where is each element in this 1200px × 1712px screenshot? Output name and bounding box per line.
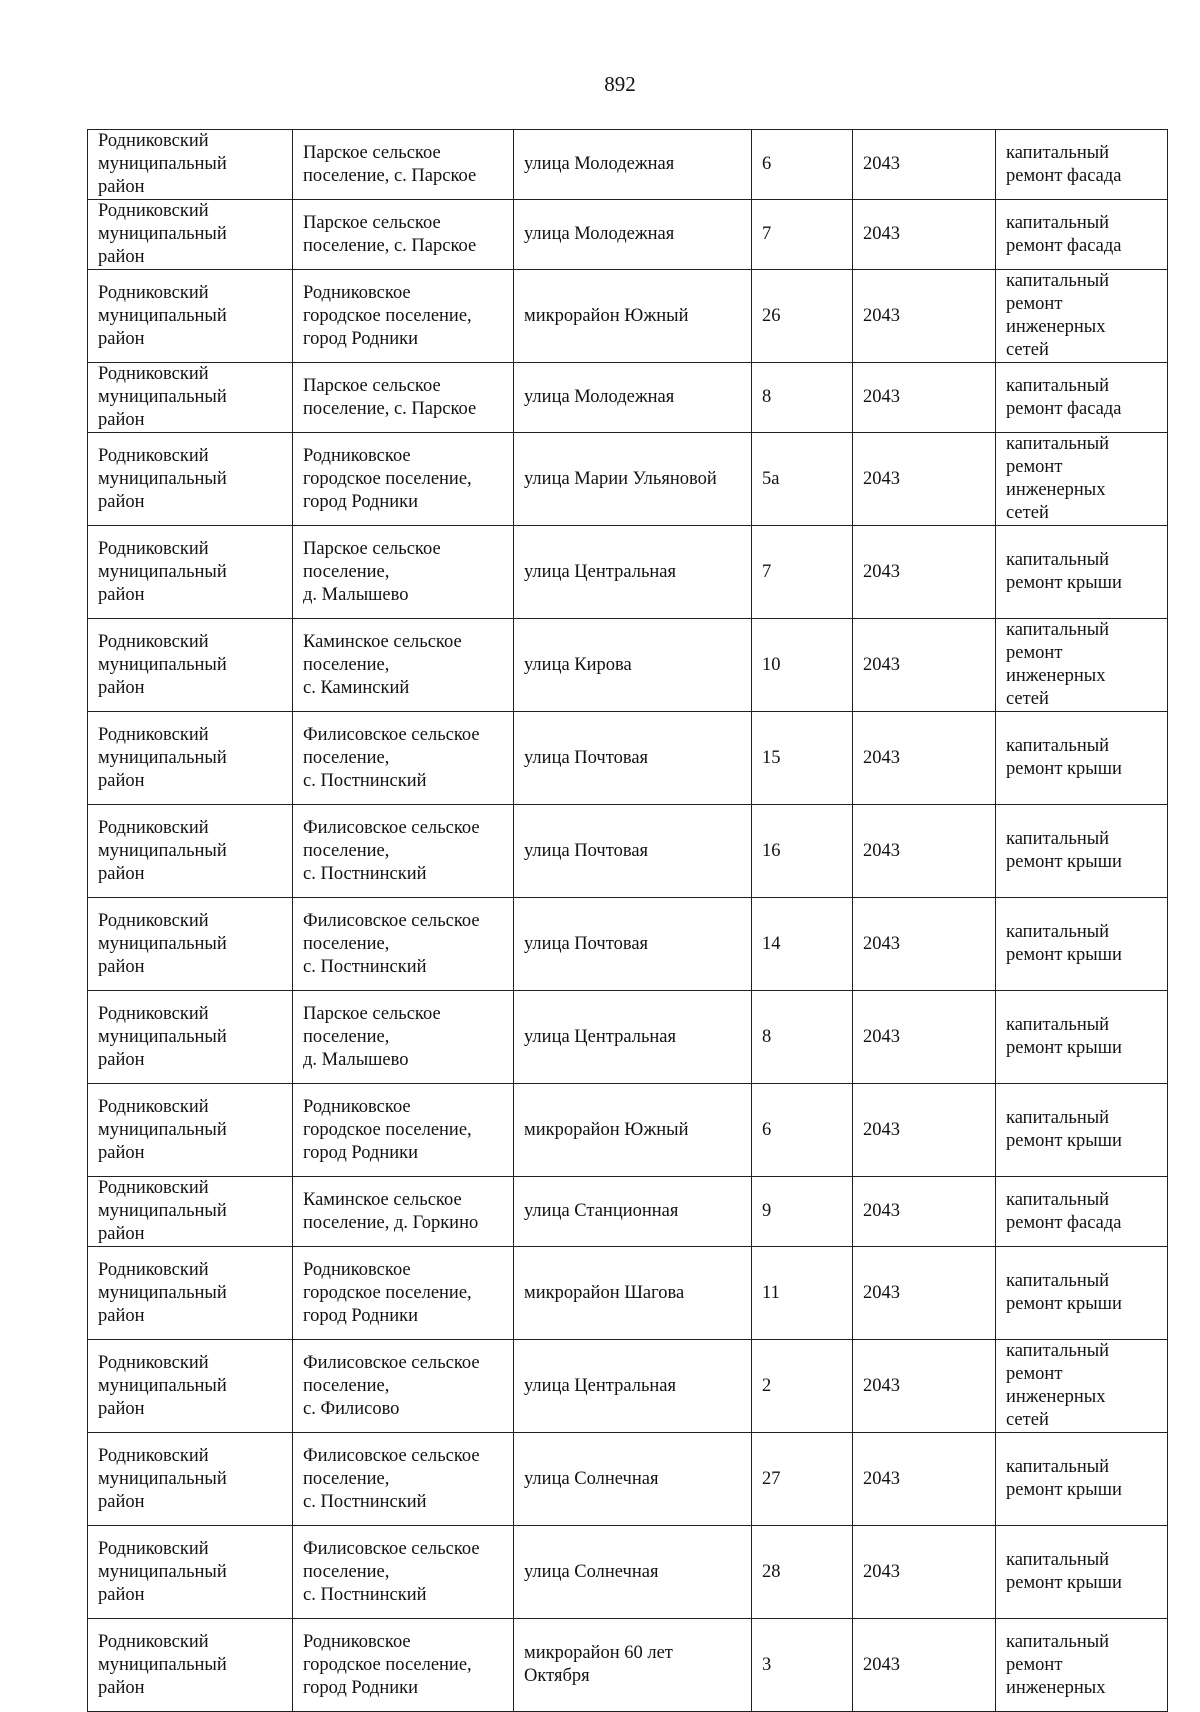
settlement-cell: Каминское сельское поселение, д. Горкино: [293, 1177, 514, 1247]
year-cell: 2043: [853, 712, 996, 805]
district-cell: Родниковский муниципальный район: [88, 1247, 293, 1340]
table-row: [88, 526, 1168, 619]
year-cell: 2043: [853, 991, 996, 1084]
district-cell: Родниковский муниципальный район: [88, 130, 293, 200]
year-cell: 2043: [853, 898, 996, 991]
house-number-cell: 15: [752, 712, 853, 805]
district-cell: Родниковский муниципальный район: [88, 991, 293, 1084]
work-type-cell: капитальный ремонт фасада: [996, 130, 1168, 200]
house-number-cell: 7: [752, 200, 853, 270]
house-number-cell: 5а: [752, 433, 853, 526]
street-cell: улица Станционная: [514, 1177, 752, 1247]
house-number-cell: 3: [752, 1619, 853, 1712]
table-row: [88, 363, 1168, 433]
house-number-cell: 28: [752, 1526, 853, 1619]
settlement-cell: Парское сельское поселение, д. Малышево: [293, 991, 514, 1084]
table-row: [88, 1084, 1168, 1177]
house-number-cell: 16: [752, 805, 853, 898]
street-cell: улица Солнечная: [514, 1433, 752, 1526]
repair-schedule-table: [87, 129, 1168, 1712]
table-row: [88, 1526, 1168, 1619]
year-cell: 2043: [853, 1084, 996, 1177]
work-type-cell: капитальный ремонт крыши: [996, 898, 1168, 991]
settlement-cell: Парское сельское поселение, с. Парское: [293, 200, 514, 270]
table-row: [88, 619, 1168, 712]
house-number-cell: 2: [752, 1340, 853, 1433]
work-type-cell: капитальный ремонт крыши: [996, 712, 1168, 805]
work-type-cell: капитальный ремонт крыши: [996, 1526, 1168, 1619]
house-number-cell: 9: [752, 1177, 853, 1247]
settlement-cell: Парское сельское поселение, с. Парское: [293, 130, 514, 200]
year-cell: 2043: [853, 270, 996, 363]
district-cell: Родниковский муниципальный район: [88, 363, 293, 433]
page-number: 892: [604, 72, 636, 96]
work-type-cell: капитальный ремонт инженерных сетей: [996, 619, 1168, 712]
street-cell: улица Молодежная: [514, 363, 752, 433]
house-number-cell: 27: [752, 1433, 853, 1526]
table-row: [88, 898, 1168, 991]
work-type-cell: капитальный ремонт крыши: [996, 526, 1168, 619]
work-type-cell: капитальный ремонт крыши: [996, 991, 1168, 1084]
street-cell: улица Молодежная: [514, 130, 752, 200]
year-cell: 2043: [853, 1526, 996, 1619]
district-cell: Родниковский муниципальный район: [88, 1526, 293, 1619]
district-cell: Родниковский муниципальный район: [88, 805, 293, 898]
street-cell: улица Кирова: [514, 619, 752, 712]
table-row: [88, 991, 1168, 1084]
street-cell: микрорайон Шагова: [514, 1247, 752, 1340]
work-type-cell: капитальный ремонт фасада: [996, 1177, 1168, 1247]
street-cell: улица Центральная: [514, 526, 752, 619]
year-cell: 2043: [853, 1340, 996, 1433]
street-cell: микрорайон 60 лет Октября: [514, 1619, 752, 1712]
house-number-cell: 8: [752, 363, 853, 433]
street-cell: улица Центральная: [514, 1340, 752, 1433]
work-type-cell: капитальный ремонт инженерных сетей: [996, 270, 1168, 363]
house-number-cell: 6: [752, 1084, 853, 1177]
street-cell: улица Молодежная: [514, 200, 752, 270]
district-cell: Родниковский муниципальный район: [88, 1177, 293, 1247]
settlement-cell: Родниковское городское поселение, город Родники: [293, 433, 514, 526]
settlement-cell: Родниковское городское поселение, город Родники: [293, 1247, 514, 1340]
district-cell: Родниковский муниципальный район: [88, 1619, 293, 1712]
house-number-cell: 26: [752, 270, 853, 363]
year-cell: 2043: [853, 1619, 996, 1712]
settlement-cell: Филисовское сельское поселение, с. Постнинский: [293, 898, 514, 991]
table-row: [88, 805, 1168, 898]
street-cell: улица Почтовая: [514, 898, 752, 991]
house-number-cell: 11: [752, 1247, 853, 1340]
table-row: [88, 433, 1168, 526]
district-cell: Родниковский муниципальный район: [88, 526, 293, 619]
year-cell: 2043: [853, 200, 996, 270]
district-cell: Родниковский муниципальный район: [88, 712, 293, 805]
table-row: [88, 130, 1168, 200]
year-cell: 2043: [853, 805, 996, 898]
year-cell: 2043: [853, 619, 996, 712]
settlement-cell: Парское сельское поселение, д. Малышево: [293, 526, 514, 619]
street-cell: улица Солнечная: [514, 1526, 752, 1619]
year-cell: 2043: [853, 1177, 996, 1247]
district-cell: Родниковский муниципальный район: [88, 200, 293, 270]
house-number-cell: 10: [752, 619, 853, 712]
work-type-cell: капитальный ремонт инженерных сетей: [996, 433, 1168, 526]
street-cell: улица Почтовая: [514, 805, 752, 898]
district-cell: Родниковский муниципальный район: [88, 433, 293, 526]
work-type-cell: капитальный ремонт крыши: [996, 1247, 1168, 1340]
district-cell: Родниковский муниципальный район: [88, 1084, 293, 1177]
settlement-cell: Каминское сельское поселение, с. Каминский: [293, 619, 514, 712]
table-body: [88, 130, 1168, 1712]
table-row: [88, 1177, 1168, 1247]
table-row: [88, 712, 1168, 805]
street-cell: микрорайон Южный: [514, 1084, 752, 1177]
street-cell: улица Центральная: [514, 991, 752, 1084]
settlement-cell: Филисовское сельское поселение, с. Постнинский: [293, 1433, 514, 1526]
year-cell: 2043: [853, 130, 996, 200]
table-row: [88, 1433, 1168, 1526]
work-type-cell: капитальный ремонт крыши: [996, 1433, 1168, 1526]
house-number-cell: 6: [752, 130, 853, 200]
work-type-cell: капитальный ремонт фасада: [996, 363, 1168, 433]
work-type-cell: капитальный ремонт крыши: [996, 805, 1168, 898]
settlement-cell: Филисовское сельское поселение, с. Постнинский: [293, 712, 514, 805]
table-row: [88, 1247, 1168, 1340]
year-cell: 2043: [853, 1247, 996, 1340]
settlement-cell: Родниковское городское поселение, город Родники: [293, 1619, 514, 1712]
settlement-cell: Филисовское сельское поселение, с. Постнинский: [293, 805, 514, 898]
street-cell: улица Марии Ульяновой: [514, 433, 752, 526]
district-cell: Родниковский муниципальный район: [88, 619, 293, 712]
district-cell: Родниковский муниципальный район: [88, 898, 293, 991]
settlement-cell: Парское сельское поселение, с. Парское: [293, 363, 514, 433]
table-row: [88, 200, 1168, 270]
house-number-cell: 8: [752, 991, 853, 1084]
settlement-cell: Родниковское городское поселение, город Родники: [293, 270, 514, 363]
work-type-cell: капитальный ремонт инженерных сетей: [996, 1340, 1168, 1433]
work-type-cell: капитальный ремонт фасада: [996, 200, 1168, 270]
district-cell: Родниковский муниципальный район: [88, 1340, 293, 1433]
table-row: [88, 270, 1168, 363]
settlement-cell: Родниковское городское поселение, город Родники: [293, 1084, 514, 1177]
year-cell: 2043: [853, 526, 996, 619]
district-cell: Родниковский муниципальный район: [88, 270, 293, 363]
street-cell: улица Почтовая: [514, 712, 752, 805]
year-cell: 2043: [853, 433, 996, 526]
work-type-cell: капитальный ремонт крыши: [996, 1084, 1168, 1177]
year-cell: 2043: [853, 1433, 996, 1526]
street-cell: микрорайон Южный: [514, 270, 752, 363]
house-number-cell: 7: [752, 526, 853, 619]
table-row: [88, 1619, 1168, 1712]
year-cell: 2043: [853, 363, 996, 433]
settlement-cell: Филисовское сельское поселение, с. Постнинский: [293, 1526, 514, 1619]
work-type-cell: капитальный ремонт инженерных: [996, 1619, 1168, 1712]
settlement-cell: Филисовское сельское поселение, с. Филисово: [293, 1340, 514, 1433]
house-number-cell: 14: [752, 898, 853, 991]
table-row: [88, 1340, 1168, 1433]
district-cell: Родниковский муниципальный район: [88, 1433, 293, 1526]
